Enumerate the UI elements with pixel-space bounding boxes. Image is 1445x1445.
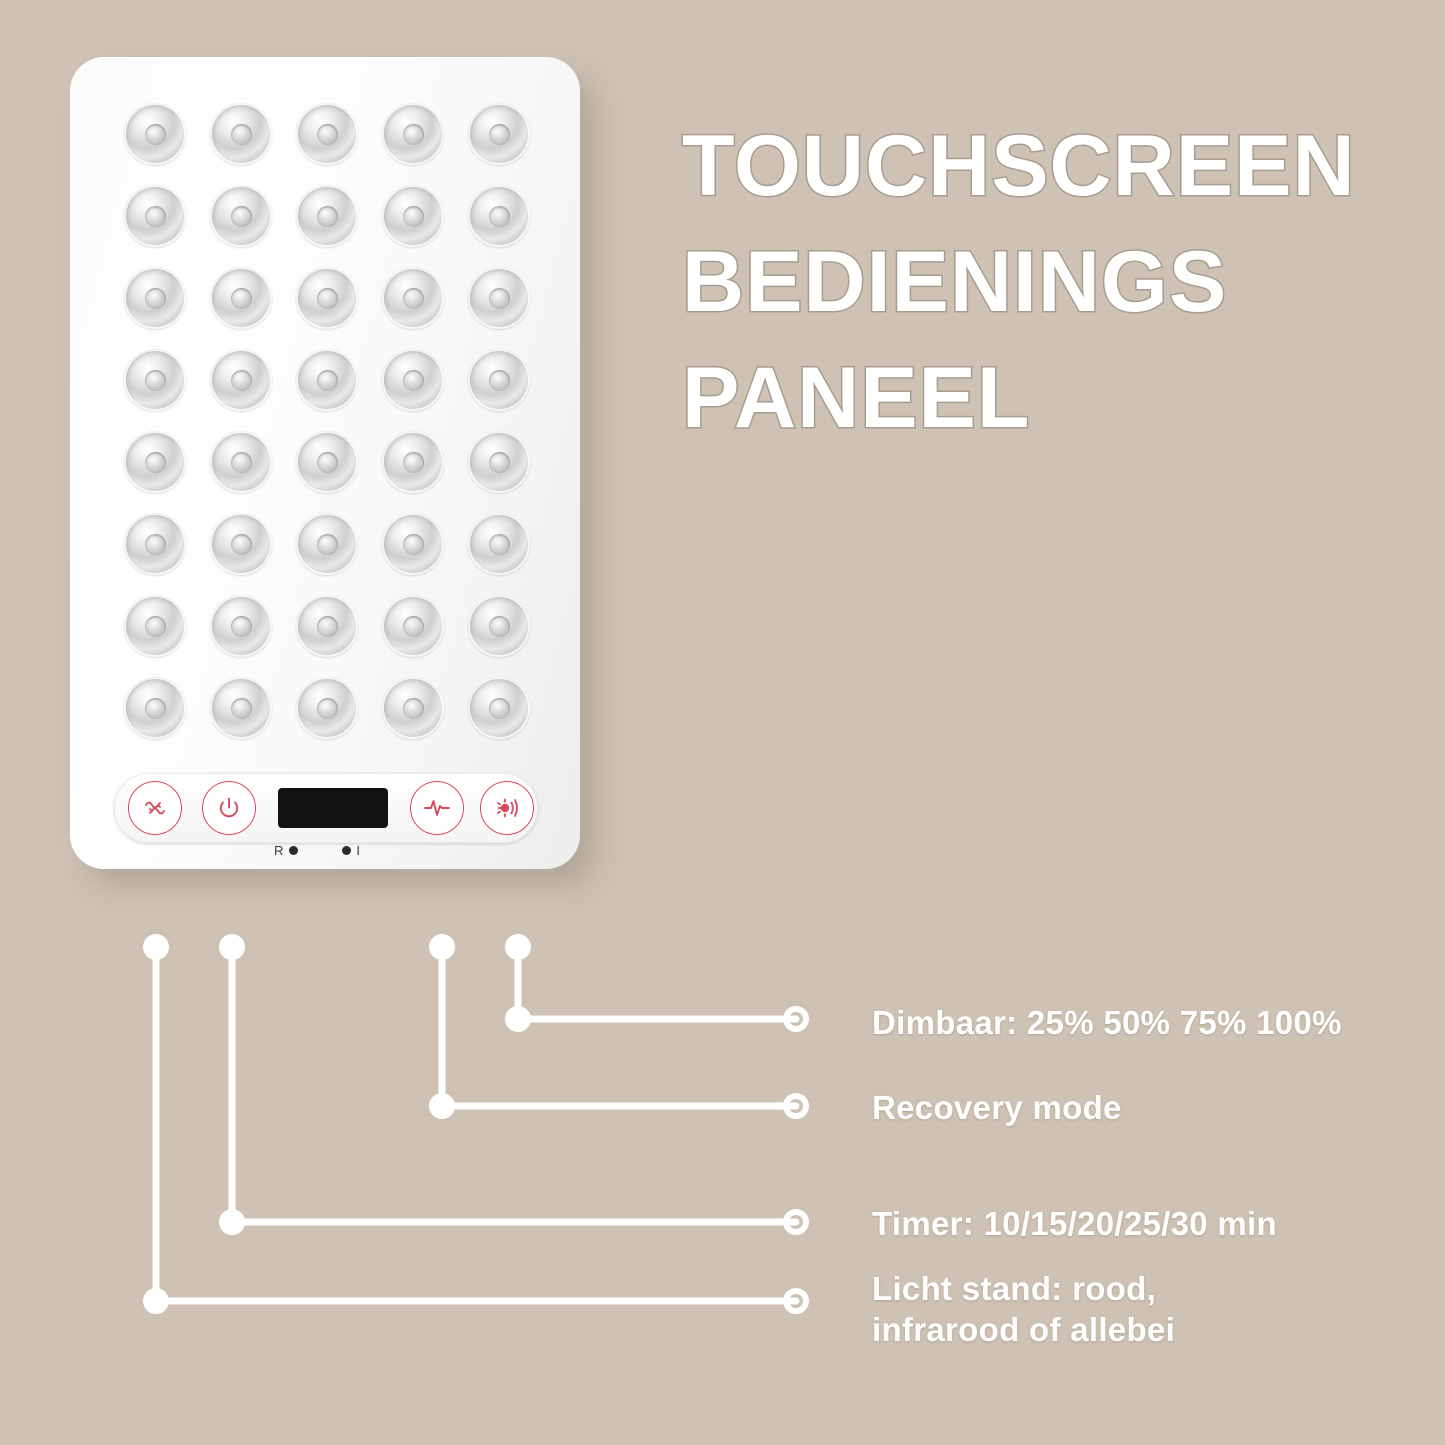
led-lamp <box>124 185 186 247</box>
led-lamp <box>382 185 444 247</box>
callout-label-timer: Timer: 10/15/20/25/30 min <box>872 1205 1277 1242</box>
digital-display <box>278 788 388 828</box>
led-lamp <box>468 595 530 657</box>
dim-button[interactable] <box>480 781 534 835</box>
indicator-dot-red <box>289 846 298 855</box>
led-lamp <box>210 103 272 165</box>
led-lamp <box>468 677 530 739</box>
led-lamp <box>468 431 530 493</box>
led-lamp <box>296 431 358 493</box>
mode-button[interactable] <box>128 781 182 835</box>
led-lamp <box>210 185 272 247</box>
callout-endpoint-timer <box>786 1212 806 1232</box>
led-lamp <box>382 595 444 657</box>
led-grid <box>112 93 542 749</box>
control-panel <box>114 773 538 843</box>
led-lamp <box>296 185 358 247</box>
power-icon <box>216 795 242 821</box>
led-lamp <box>296 267 358 329</box>
led-lamp <box>468 185 530 247</box>
led-lamp <box>468 349 530 411</box>
led-lamp <box>382 103 444 165</box>
led-lamp <box>210 349 272 411</box>
callout-elbow-recovery <box>429 1093 455 1119</box>
callout-elbow-light <box>143 1288 169 1314</box>
led-lamp <box>468 267 530 329</box>
led-lamp <box>296 103 358 165</box>
led-lamp <box>124 267 186 329</box>
led-lamp <box>124 513 186 575</box>
brightness-icon <box>493 794 521 822</box>
title-line-2: BEDIENINGS <box>682 234 1228 331</box>
indicator-label-red: R <box>274 843 285 858</box>
led-lamp <box>124 349 186 411</box>
led-lamp <box>468 513 530 575</box>
led-lamp <box>210 431 272 493</box>
led-lamp <box>124 677 186 739</box>
led-lamp <box>382 349 444 411</box>
indicator-dot-infrared <box>342 846 351 855</box>
led-lamp <box>468 103 530 165</box>
callout-node-timer <box>219 934 245 960</box>
title-line-3: PANEEL <box>682 350 1031 447</box>
led-lamp <box>296 677 358 739</box>
recovery-button[interactable] <box>410 781 464 835</box>
callout-node-light <box>143 934 169 960</box>
callout-endpoint-light <box>786 1291 806 1311</box>
callout-elbow-timer <box>219 1209 245 1235</box>
callout-label-licht-line-1: Licht stand: rood, <box>872 1270 1157 1307</box>
led-lamp <box>296 513 358 575</box>
page-title <box>682 108 1412 456</box>
indicator-label-infrared: I <box>356 843 362 858</box>
led-lamp <box>296 349 358 411</box>
led-lamp <box>382 513 444 575</box>
callout-node-recovery <box>429 934 455 960</box>
led-lamp <box>210 595 272 657</box>
led-lamp <box>210 513 272 575</box>
led-lamp <box>124 595 186 657</box>
title-line-1: TOUCHSCREEN <box>682 118 1356 214</box>
power-button[interactable] <box>202 781 256 835</box>
mode-indicators <box>274 843 414 858</box>
led-lamp <box>382 431 444 493</box>
led-lamp <box>382 677 444 739</box>
heartbeat-icon <box>422 795 452 821</box>
callout-endpoint-dim <box>786 1009 806 1029</box>
led-lamp <box>210 677 272 739</box>
callout-node-dim <box>505 934 531 960</box>
callout-label-licht-line-2: infrarood of allebei <box>872 1311 1176 1349</box>
led-lamp <box>124 431 186 493</box>
waveform-mode-icon <box>141 794 169 822</box>
callout-label-licht-stand <box>872 1268 1175 1351</box>
led-lamp <box>124 103 186 165</box>
led-lamp <box>210 267 272 329</box>
callout-label-recovery: Recovery mode <box>872 1089 1122 1126</box>
led-lamp <box>296 595 358 657</box>
callout-label-dimbaar: Dimbaar: 25% 50% 75% 100% <box>872 1004 1342 1041</box>
callout-endpoint-recovery <box>786 1096 806 1116</box>
led-lamp <box>382 267 444 329</box>
callout-elbow-dim <box>505 1006 531 1032</box>
led-panel-device <box>70 57 580 869</box>
